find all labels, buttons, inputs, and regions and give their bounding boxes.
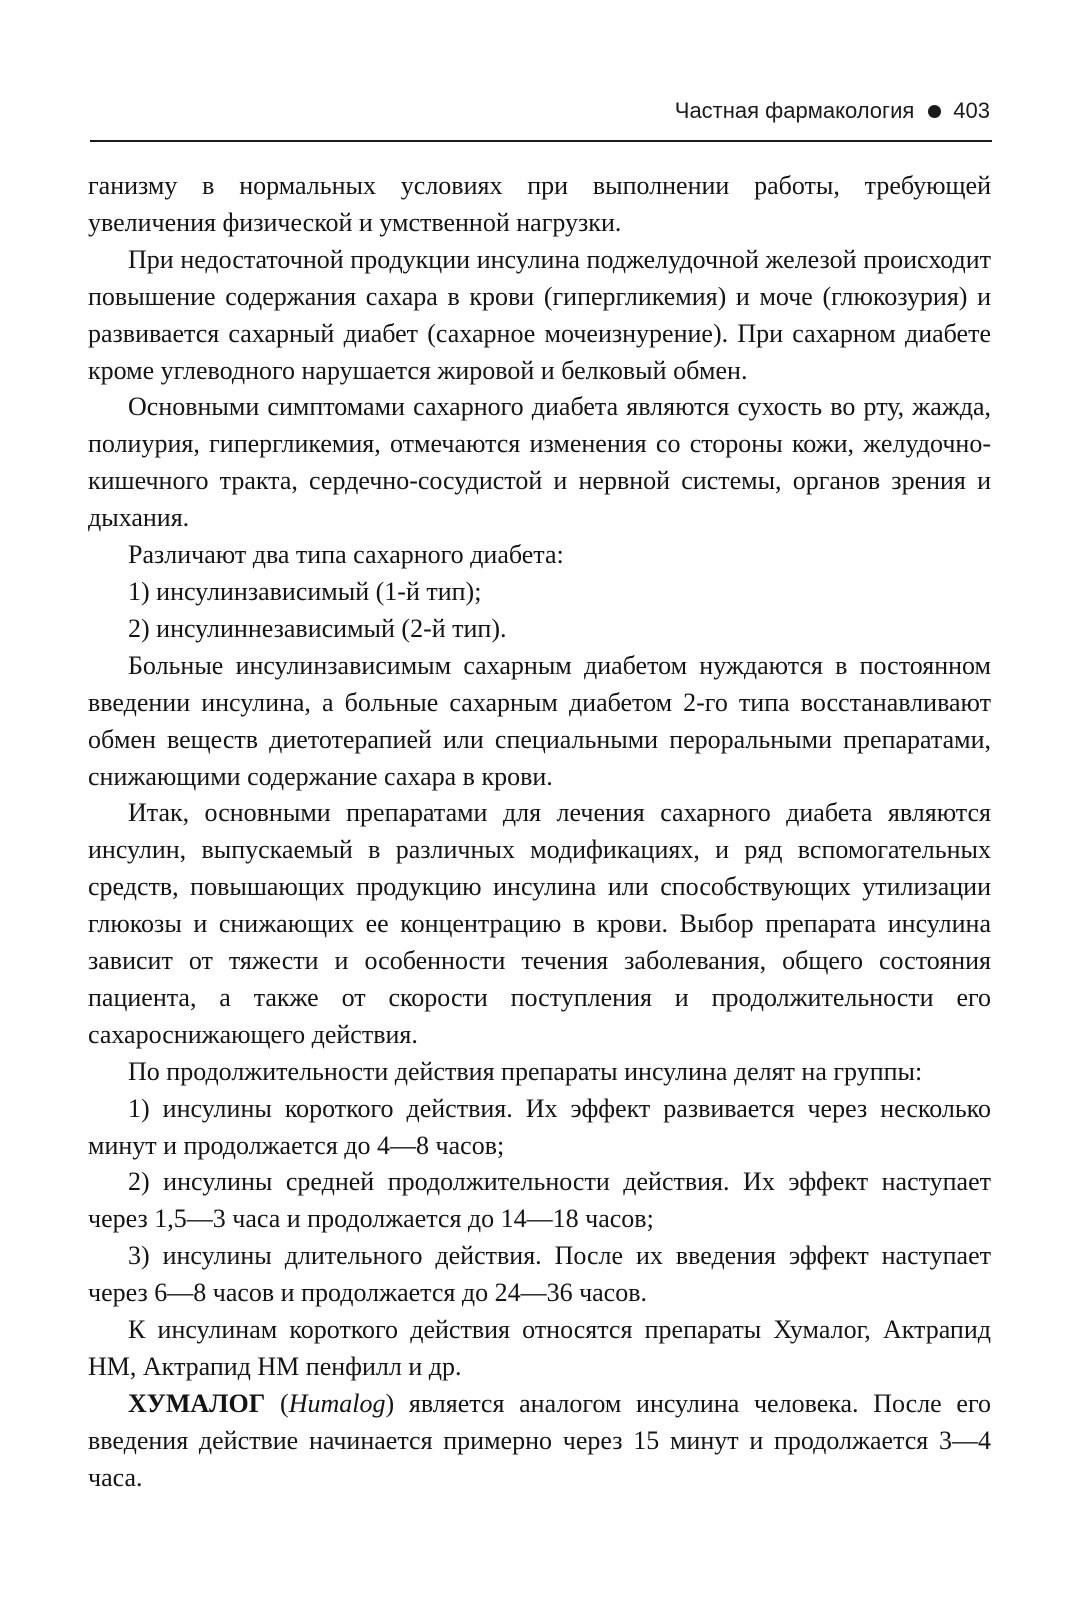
drug-latin-name: Humalog <box>288 1388 386 1418</box>
list-item-type-2: 2) инсулиннезависимый (2-й тип). <box>128 613 507 643</box>
paragraph-short-acting-drugs: К инсулинам короткого действия относятся препараты Хумалог, Актрапид НМ, Актрапид НМ пенфилл и др. <box>88 1315 991 1381</box>
bullet-dot-icon <box>928 105 941 118</box>
paragraph-symptoms: Основными симптомами сахарного диабета являются сухость во рту, жажда, полиурия, гипергликемия, отмечаются изменения со стороны кожи, желудочно-кишечного тракта, сердечно-сосудистой и нервной системы, органов зрения и дыхания. <box>88 392 991 533</box>
running-head <box>90 96 990 130</box>
open-paren: ( <box>265 1388 289 1418</box>
page-number: 403 <box>953 98 990 123</box>
paragraph-diabetes-types-intro: Различают два типа сахарного диабета: <box>128 540 564 570</box>
list-item-long-acting: 3) инсулины длительного действия. После их введения эффект наступает через 6—8 часов и продолжается до 24—36 часов. <box>88 1241 991 1308</box>
list-item-intermediate-acting: 2) инсулины средней продолжительности действия. Их эффект наступает через 1,5—3 часа и продолжается до 14—18 часов; <box>88 1167 991 1234</box>
paragraph-insulin-deficiency: При недостаточной продукции инсулина поджелудочной железой происходит повышение содержания сахара в крови (гипергликемия) и моче (глюкозурия) и развивается сахарный диабет (сахарное мочеизнурение). При сахарном диабете кроме углеводного нарушается жировой и белковый обмен. <box>88 244 991 385</box>
list-item-short-acting: 1) инсулины короткого действия. Их эффект развивается через несколько минут и продолжается до 4—8 часов; <box>88 1093 991 1160</box>
paragraph-main-drugs: Итак, основными препаратами для лечения сахарного диабета являются инсулин, выпускаемый в различных модификациях, и ряд вспомогательных средств, повышающих продукцию инсулина или способствующих утилизации глюкозы и снижающих ее концентрацию в крови. Выбор препарата инсулина зависит от тяжести и особенности течения заболевания, общего состояния пациента, а также от скорости поступления и продолжительности его сахароснижающего действия. <box>88 798 991 1049</box>
drug-name-term: ХУМАЛОГ <box>128 1388 266 1418</box>
paragraph-duration-groups: По продолжительности действия препараты инсулина делят на группы: <box>128 1056 923 1086</box>
paragraph-continuation: ганизму в нормальных условиях при выполнении работы, требующей увеличения физической и умственной нагрузки. <box>88 171 991 237</box>
paragraph-humalog <box>88 1386 991 1497</box>
body-text <box>88 168 991 1497</box>
list-item-type-1: 1) инсулинзависимый (1-й тип); <box>128 576 482 606</box>
header-rule <box>90 140 992 142</box>
section-title: Частная фармакология <box>674 98 915 123</box>
humalog-description: ) является аналогом инсулина человека. После его введения действие начинается примерно через 15 минут и продолжается 3—4 часа. <box>88 1388 991 1492</box>
paragraph-patients: Больные инсулинзависимым сахарным диабетом нуждаются в постоянном введении инсулина, а больные сахарным диабетом 2-го типа восстанавливают обмен веществ диетотерапией или специальными пероральными препаратами, снижающими содержание сахара в крови. <box>88 650 991 791</box>
